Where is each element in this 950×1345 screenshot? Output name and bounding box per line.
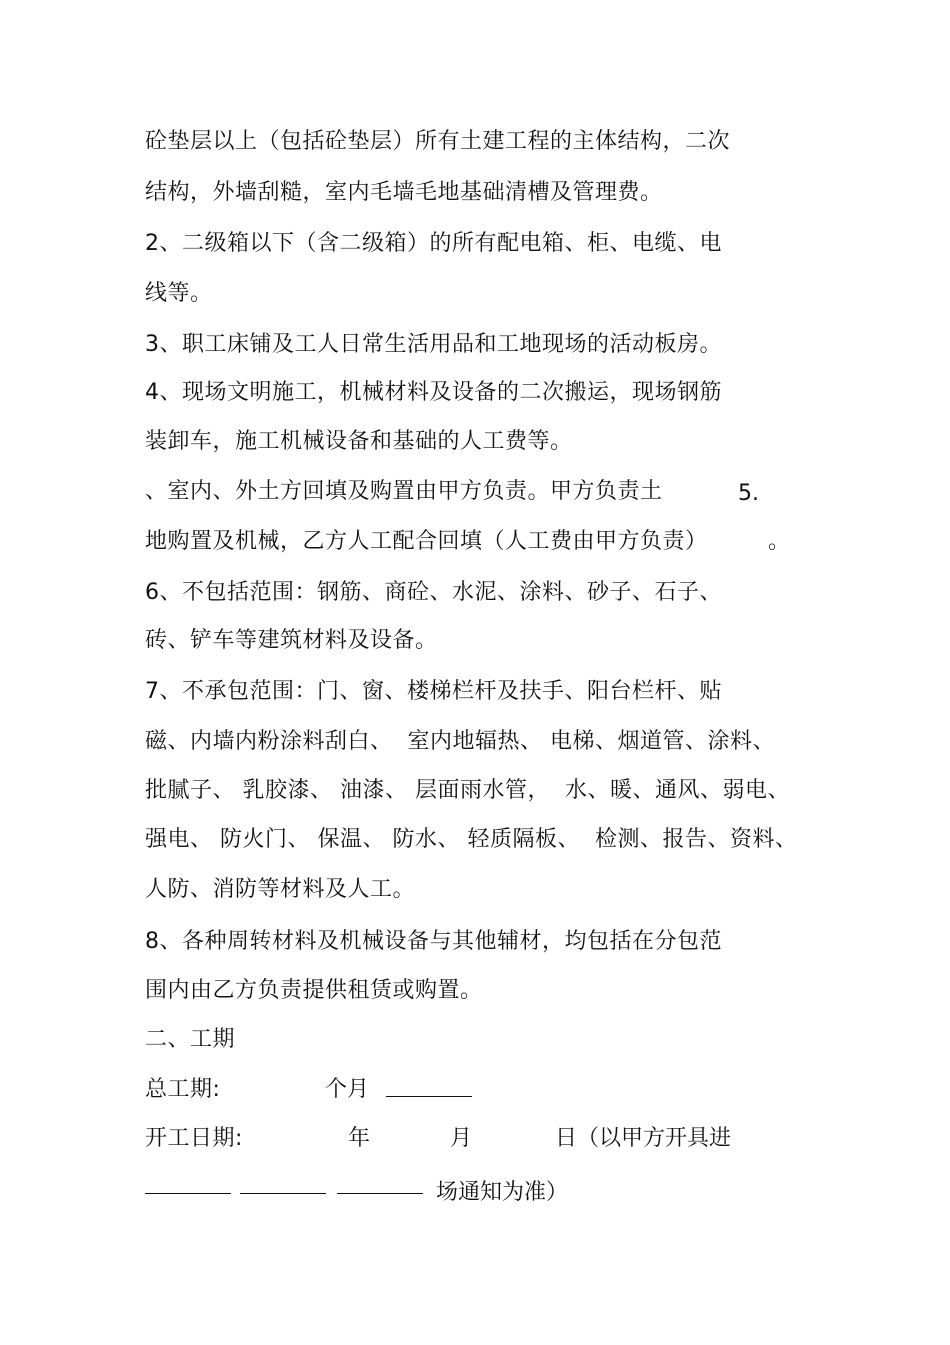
paragraph-5-number: 5.: [738, 481, 759, 506]
paragraph-1-line-1: 砼垫层以上（包括砼垫层）所有土建工程的主体结构，二次: [145, 129, 731, 154]
paragraph-7-line-2: 磁、内墙内粉涂料刮白、 室内地辐热、 电梯、烟道管、涂料、: [145, 729, 775, 754]
section-heading-schedule: 二、工期: [145, 1027, 236, 1052]
paragraph-2-line-1: 2、二级箱以下（含二级箱）的所有配电箱、柜、电缆、电: [145, 231, 722, 256]
paragraph-2-line-2: 线等。: [145, 281, 213, 306]
paragraph-8-line-2: 围内由乙方负责提供租赁或购置。: [145, 978, 483, 1003]
paragraph-5-line-1: 、室内、外土方回填及购置由甲方负责。甲方负责土: [145, 479, 663, 504]
paragraph-7-line-1: 7、不承包范围：门、窗、楼梯栏杆及扶手、阳台栏杆、贴: [145, 679, 722, 704]
total-duration-blank: [386, 1096, 472, 1097]
paragraph-4-line-2: 装卸车，施工机械设备和基础的人工费等。: [145, 429, 573, 454]
day-blank: [337, 1193, 423, 1194]
paragraph-7-line-5: 人防、消防等材料及人工。: [145, 877, 416, 902]
paragraph-7-line-4: 强电、 防火门、 保温、 防水、 轻质隔板、 检测、报告、资料、: [145, 827, 798, 852]
paragraph-3-line-1: 3、职工床铺及工人日常生活用品和工地现场的活动板房。: [145, 332, 722, 357]
start-date-label: 开工日期:: [145, 1126, 243, 1151]
paragraph-6-line-2: 砖、铲车等建筑材料及设备。: [145, 628, 438, 653]
paragraph-6-line-1: 6、不包括范围：钢筋、商砼、水泥、涂料、砂子、石子、: [145, 580, 722, 605]
start-year-label: 年: [348, 1126, 371, 1151]
month-blank: [240, 1193, 326, 1194]
total-duration-label: 总工期:: [145, 1077, 221, 1102]
paragraph-4-line-1: 4、现场文明施工，机械材料及设备的二次搬运，现场钢筋: [145, 380, 722, 405]
paragraph-1-line-2: 结构，外墙刮糙，室内毛墙毛地基础清槽及管理费。: [145, 180, 663, 205]
paragraph-5-period: 。: [768, 529, 791, 554]
year-blank: [145, 1193, 231, 1194]
paragraph-5-line-2: 地购置及机械，乙方人工配合回填（人工费由甲方负责）: [145, 529, 708, 554]
start-day-note: 日（以甲方开具进: [555, 1126, 732, 1151]
start-month-label: 月: [450, 1126, 473, 1151]
paragraph-8-line-1: 8、各种周转材料及机械设备与其他辅材，均包括在分包范: [145, 929, 722, 954]
paragraph-7-line-3: 批腻子、 乳胶漆、 油漆、 层面雨水管， 水、暖、通风、弱电、: [145, 778, 790, 803]
start-note-end: 场通知为准）: [436, 1180, 569, 1205]
total-duration-unit: 个月: [325, 1077, 370, 1102]
